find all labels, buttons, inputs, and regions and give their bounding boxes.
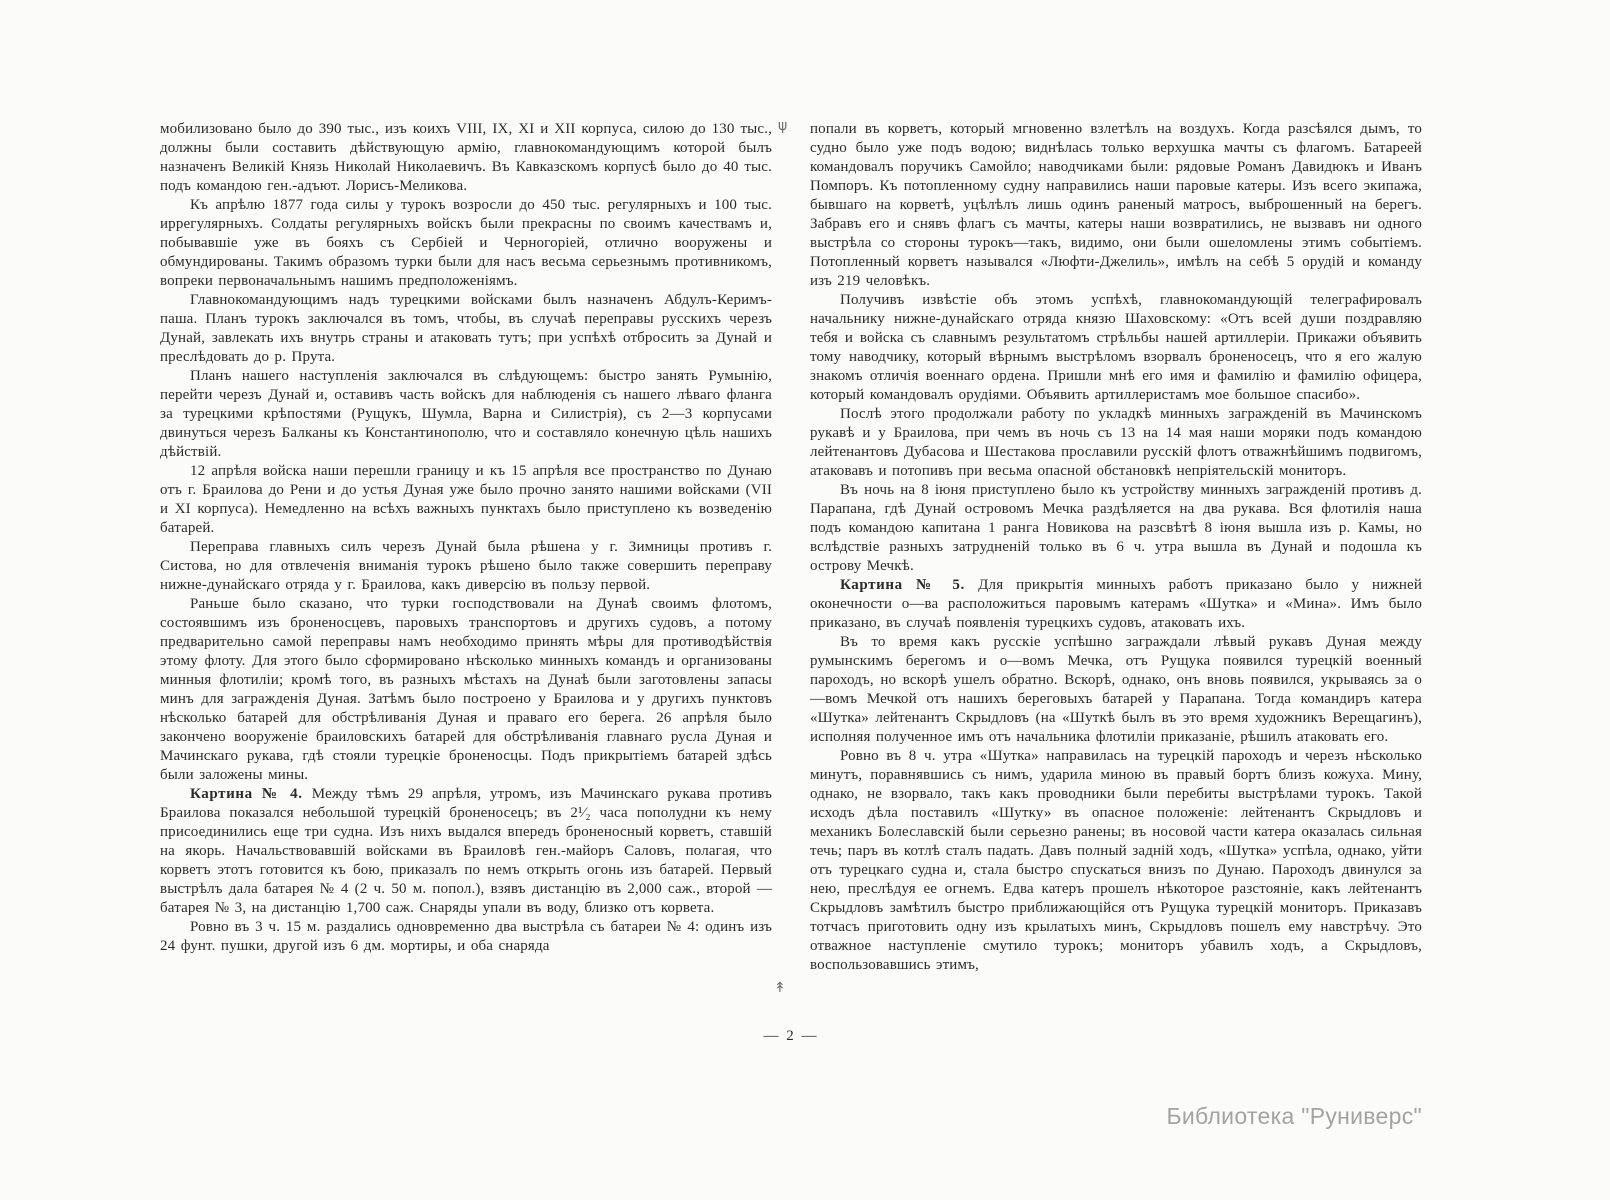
paragraph: попали въ корветъ, который мгновенно взлетѣлъ на воздухъ. Когда разсѣялся дымъ, то судно было уже подъ водою; виднѣлась только верхушка мачты съ флагомъ. Батареей командовалъ поручикъ Самойло; наводчиками были: рядовые Романъ Давидюкъ и Иванъ Помпоръ. Къ потопленному судну направились наши паровые катеры. Изъ всего экипажа, бывшаго на корветѣ, уцѣлѣлъ лишь одинъ раненый матросъ, выброшенный на берегъ. Забравъ его и снявъ флагъ съ мачты, катеры наши возвратились, не вызвавъ ни одного выстрѣла со стороны турокъ—такъ, видимо, они были ошеломлены этимъ событіемъ. Потопленный корветъ назывался «Люфти-Джелиль», имѣлъ на себѣ 5 орудій и команду изъ 219 человѣкъ. [810, 121, 1422, 289]
pencil-mark-top: ψ [778, 118, 788, 134]
paragraph: Въ ночь на 8 іюня приступлено было къ устройству минныхъ загражденій противъ д. Парапана, гдѣ Дунай островомъ Мечка раздѣляется на два рукава. Вся флотилія наша подъ командою капитана 1 ранга Новикова на разсвѣтѣ 8 іюня вышла изъ р. Камы, но вслѣдствіе разныхъ затрудненій только въ 6 ч. утра вышла въ Дунай и подошла къ острову Мечкѣ. [810, 482, 1422, 574]
text-column-left [160, 120, 772, 975]
library-watermark: Библиотека "Руниверс" [1166, 1103, 1422, 1129]
text-columns [160, 120, 1422, 975]
paragraph: Планъ нашего наступленія заключался въ слѣдующемъ: быстро занять Румынію, перейти черезъ Дунай и, оставивъ часть войскъ для наблюденія съ нашего лѣваго фланга за турецкими крѣпостями (Рущукъ, Шумла, Варна и Силистрія), съ 2—3 корпусами двинуться черезъ Балканы къ Константинополю, что и составляло конечную цѣль нашихъ дѣйствій. [160, 368, 772, 460]
paragraph: Въ то время какъ русскіе успѣшно заграждали лѣвый рукавъ Дуная между румынскимъ берегомъ и о—вомъ Мечка, отъ Рущука появился турецкій военный пароходъ, но вскорѣ ушелъ обратно. Вскорѣ, однако, онъ вновь появился, укрываясь за о—вомъ Мечкой отъ нашихъ береговыхъ батарей у Парапана. Тогда командиръ катера «Шутка» лейтенантъ Скрыдловъ (на «Шуткѣ былъ въ это время художникъ Верещагинъ), исполняя полученное имъ отъ начальника флотиліи приказаніе, рѣшилъ атаковать его. [810, 634, 1422, 745]
paragraph: мобилизовано было до 390 тыс., изъ коихъ VIII, IX, XI и XII корпуса, силою до 130 тыс., должны были составить дѣйствующую армію, главнокомандующимъ которой былъ назначенъ Великій Князь Николай Николаевичъ. Въ Кавказскомъ корпусѣ было до 40 тыс. подъ командою ген.-адъют. Лорисъ-Меликова. [160, 121, 772, 194]
paragraph: Къ апрѣлю 1877 года силы у турокъ возросли до 450 тыс. регулярныхъ и 100 тыс. иррегулярныхъ. Солдаты регулярныхъ войскъ были прекрасны по своимъ качествамъ и, побывавшіе уже въ бояхъ съ Сербіей и Черногоріей, отлично вооружены и обмундированы. Такимъ образомъ турки были для насъ весьма серьезнымъ противникомъ, вопреки первоначальнымъ нашимъ предположеніямъ. [160, 197, 772, 289]
page-number: — 2 — [763, 1028, 819, 1044]
paragraph: Ровно въ 3 ч. 15 м. раздались одновременно два выстрѣла съ батареи № 4: одинъ изъ 24 фунт. пушки, другой изъ 6 дм. мортиры, и оба снаряда [160, 919, 772, 954]
paragraph: Получивъ извѣстіе объ этомъ успѣхѣ, главнокомандующій телеграфировалъ начальнику нижне-дунайскаго отряда князю Шаховскому: «Отъ всей души поздравляю тебя и войска съ славнымъ результатомъ стрѣльбы нашей артиллеріи. Прикажи объявить тому наводчику, который вѣрнымъ выстрѣломъ взорвалъ броненосецъ, что я его жалую знакомъ отличія военнаго ордена. Пришли мнѣ его имя и фамилію и фамилію офицера, который командовалъ орудіями. Объявить артиллеристамъ мое большое спасибо». [810, 292, 1422, 403]
paragraph: Картина № 4. Между тѣмъ 29 апрѣля, утромъ, изъ Мачинскаго рукава противъ Браилова показался небольшой турецкій броненосецъ; въ 2¹⁄₂ часа пополудни къ нему присоединились еще три судна. Изъ нихъ выдался впередъ броненосный корветъ, ставшій на якорь. Начальствовавшій войсками въ Браиловѣ ген.-майоръ Саловъ, полагая, что корветъ этотъ готовится къ бою, приказалъ по немъ открыть огонь изъ батарей. Первый выстрѣлъ дала батарея № 4 (2 ч. 50 м. попол.), взявъ дистанцію въ 2,000 саж., второй — батарея № 3, на дистанцію 1,700 саж. Снаряды упали въ воду, близко отъ корвета. [160, 786, 772, 916]
text-column-right [810, 120, 1422, 975]
pencil-mark-bottom: ↟ [774, 980, 786, 996]
paragraph-lead: Картина № 5. [840, 577, 979, 593]
paragraph: Картина № 5. Для прикрытія минныхъ работъ приказано было у нижней оконечности о—ва расположиться паровымъ катерамъ «Шутка» и «Мина». Имъ было приказано, въ случаѣ появленія турецкихъ судовъ, атаковать ихъ. [810, 577, 1422, 631]
paragraph: Главнокомандующимъ надъ турецкими войсками былъ назначенъ Абдулъ-Керимъ-паша. Планъ турокъ заключался въ томъ, чтобы, въ случаѣ переправы русскихъ черезъ Дунай, завлекать ихъ внутрь страны и атаковать тутъ; при успѣхѣ отбросить за Дунай и преслѣдовать до р. Прута. [160, 292, 772, 365]
paragraph: Раньше было сказано, что турки господствовали на Дунаѣ своимъ флотомъ, состоявшимъ изъ броненосцевъ, паровыхъ транспортовъ и другихъ судовъ, а потому предварительно самой переправы намъ необходимо принять мѣры для противодѣйствія этому флоту. Для этого было сформировано нѣсколько минныхъ командъ и организованы минныя флотиліи; кромѣ того, въ разныхъ мѣстахъ на Дунаѣ были заготовлены запасы минъ для загражденія Дуная. Затѣмъ было построено у Браилова и у другихъ пунктовъ нѣсколько батарей для обстрѣливанія Дуная и праваго его берега. 26 апрѣля было закончено вооруженіе браиловскихъ батарей для обстрѣливанія главнаго русла Дуная и Мачинскаго рукава, гдѣ стояли турецкіе броненосцы. Подъ прикрытіемъ батарей здѣсь были заложены мины. [160, 596, 772, 783]
paragraph: Переправа главныхъ силъ черезъ Дунай была рѣшена у г. Зимницы противъ г. Систова, но для отвлеченія вниманія турокъ рѣшено было также совершить переправу нижне-дунайскаго отряда у г. Браилова, какъ диверсію въ пользу первой. [160, 539, 772, 593]
paragraph: Послѣ этого продолжали работу по укладкѣ минныхъ загражденій въ Мачинскомъ рукавѣ и у Браилова, при чемъ въ ночь съ 13 на 14 мая наши моряки подъ командою лейтенантовъ Дубасова и Шестакова прославили русскій флотъ отважнѣйшимъ подвигомъ, атаковавъ и потопивъ при весьма опасной обстановкѣ непріятельскій мониторъ. [810, 406, 1422, 479]
paragraph: 12 апрѣля войска наши перешли границу и къ 15 апрѣля все пространство по Дунаю отъ г. Браилова до Рени и до устья Дуная уже было прочно занято нашими войсками (VII и XI корпуса). Немедленно на всѣхъ важныхъ пунктахъ было приступлено къ возведенію батарей. [160, 463, 772, 536]
paragraph: Ровно въ 8 ч. утра «Шутка» направилась на турецкій пароходъ и черезъ нѣсколько минутъ, поравнявшись съ нимъ, ударила миною въ правый бортъ близъ кожуха. Мину, однако, не взорвало, такъ какъ проводники были перебиты выстрѣлами турокъ. Такой исходъ дѣла поставилъ «Шутку» въ опасное положеніе: лейтенантъ Скрыдловъ и механикъ Болеславскій были серьезно ранены; въ носовой части катера оказалась сильная течь; паръ въ котлѣ сталъ падать. Давъ полный задній ходъ, «Шутка» успѣла, однако, уйти отъ турецкаго судна и, стала быстро спускаться внизъ по Дунаю. Пароходъ двинулся за нею, преслѣдуя ее огнемъ. Едва катеръ прошелъ нѣкоторое разстояніе, какъ лейтенантъ Скрыдловъ замѣтилъ быстро приближающійся отъ Рущука турецкій мониторъ. Приказавъ тотчасъ приготовить одну изъ крылатыхъ минъ, Скрыдловъ пошелъ ему навстрѣчу. Это отважное наступленіе смутило турокъ; мониторъ убавилъ ходъ, а Скрыдловъ, воспользовавшись этимъ, [810, 748, 1422, 973]
paragraph-lead: Картина № 4. [190, 786, 312, 802]
